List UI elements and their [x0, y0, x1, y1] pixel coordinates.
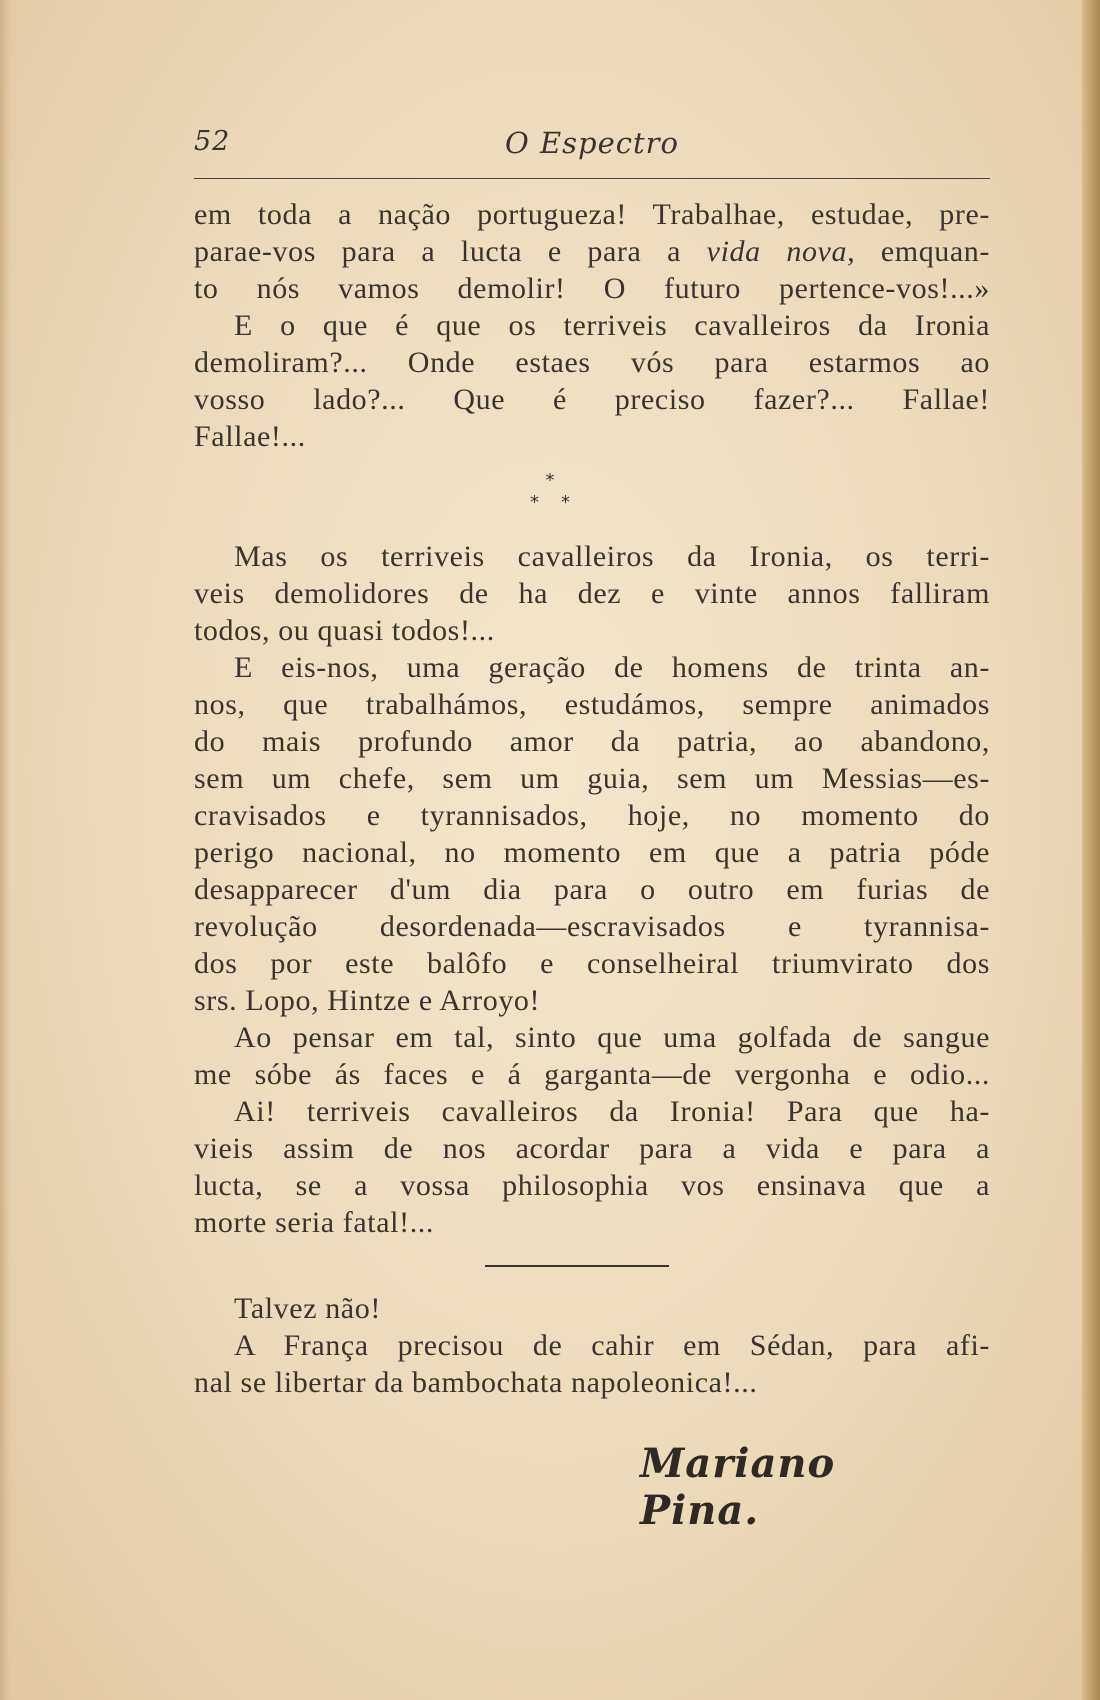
- text-line: E o que é que os terriveis cavalleiros da Ironia: [234, 309, 990, 342]
- text-line: Mas os terriveis cavalleiros da Ironia, os terri-: [234, 540, 990, 573]
- page-left-edge: [0, 0, 10, 1700]
- text-line: demoliram?... Onde estaes vós para estarmos ao: [194, 346, 990, 379]
- page-number: 52: [194, 126, 231, 157]
- header-rule: [194, 178, 990, 179]
- text-line: me sóbe ás faces e á garganta—de vergonha e odio...: [194, 1058, 990, 1091]
- text-line: todos, ou quasi todos!...: [194, 614, 495, 647]
- text-line: do mais profundo amor da patria, ao abandono,: [194, 725, 990, 758]
- italic-phrase: vida nova,: [706, 235, 856, 268]
- section-rule: [485, 1265, 669, 1267]
- text-line: sem um chefe, sem um guia, sem um Messias—es-: [194, 762, 990, 795]
- asterism-bottom: [0, 492, 1100, 514]
- text-line: E eis-nos, uma geração de homens de trinta an-: [234, 651, 990, 684]
- text-block-bottom: [194, 1290, 990, 1401]
- text-block-top: [194, 196, 990, 455]
- text-line: vosso lado?... Que é preciso fazer?... Fallae!: [194, 383, 990, 416]
- text-line: perigo nacional, no momento em que a patria póde: [194, 836, 990, 869]
- text-line: lucta, se a vossa philosophia vos ensinava que a: [194, 1169, 990, 1202]
- text-run: emquan-: [855, 235, 990, 268]
- text-line: A França precisou de cahir em Sédan, para afi-: [234, 1329, 990, 1362]
- running-header: [194, 126, 990, 166]
- text-block-middle: [194, 538, 990, 1241]
- text-line: cravisados e tyrannisados, hoje, no momento do: [194, 799, 990, 832]
- text-line: Fallae!...: [194, 420, 306, 453]
- text-run: parae-vos para a lucta e para a: [194, 235, 707, 268]
- asterism-separator: [0, 470, 1100, 514]
- running-title: O Espectro: [505, 126, 679, 160]
- author-signature: Mariano Pina.: [640, 1440, 836, 1534]
- text-line: srs. Lopo, Hintze e Arroyo!: [194, 984, 541, 1017]
- text-line: revolução desordenada—escravisados e tyrannisa-: [194, 910, 990, 943]
- text-line: Ao pensar em tal, sinto que uma golfada de sangue: [234, 1021, 990, 1054]
- text-line: desapparecer d'um dia para o outro em furias de: [194, 873, 990, 906]
- text-line: to nós vamos demolir! O futuro pertence-vos!...»: [194, 272, 990, 305]
- text-line: em toda a nação portugueza! Trabalhae, estudae, pre-: [194, 198, 990, 231]
- text-line: dos por este balôfo e conselheiral triumvirato dos: [194, 947, 990, 980]
- text-line: nal se libertar da bambochata napoleonica!...: [194, 1366, 758, 1399]
- text-line: morte seria fatal!...: [194, 1206, 434, 1239]
- text-line: nos, que trabalhámos, estudámos, sempre animados: [194, 688, 990, 721]
- text-line: veis demolidores de ha dez e vinte annos falliram: [194, 577, 990, 610]
- page-right-edge: [1082, 0, 1100, 1700]
- text-line: [194, 233, 990, 270]
- asterism-bottom-stars: **: [530, 492, 592, 513]
- text-line: Talvez não!: [234, 1292, 381, 1325]
- asterism-top: *: [545, 470, 555, 491]
- text-line: vieis assim de nos acordar para a vida e para a: [194, 1132, 990, 1165]
- text-line: Ai! terriveis cavalleiros da Ironia! Para que ha-: [234, 1095, 990, 1128]
